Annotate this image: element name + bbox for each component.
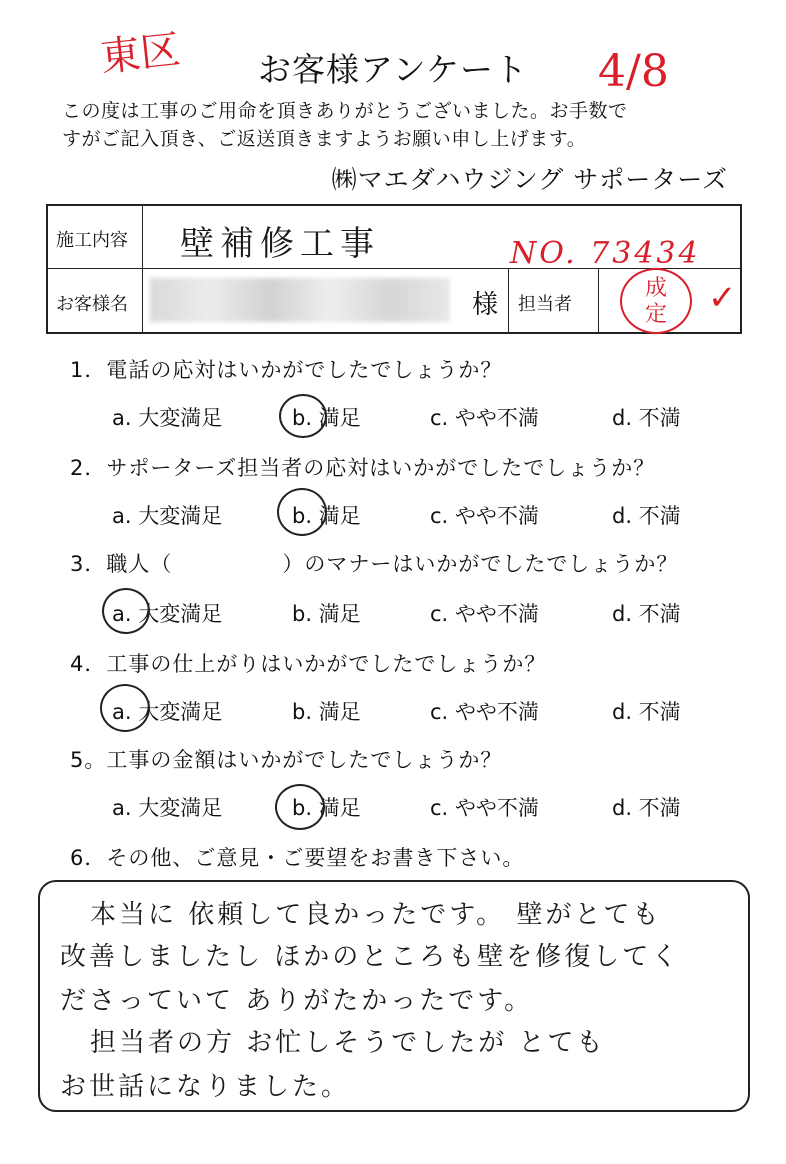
q1-option-c: c. やや不満 <box>430 406 539 430</box>
q4-option-b: b. 満足 <box>292 700 361 724</box>
comment-line-4: 担当者の方 お忙しそうでしたが とても <box>90 1028 606 1058</box>
staff-seal-stamp <box>620 268 692 334</box>
customer-honorific: 様 <box>472 290 499 320</box>
q5-option-b: b. 満足 <box>292 796 361 820</box>
area-handwritten-mark: 東区 <box>98 26 183 82</box>
comment-line-1: 本当に 依頼して良かったです。 壁がとても <box>90 900 662 930</box>
q4-option-c: c. やや不満 <box>430 700 539 724</box>
q2-option-c: c. やや不満 <box>430 504 539 528</box>
q4-answer-circle <box>100 684 150 732</box>
q3-option-b: b. 満足 <box>292 602 361 626</box>
q1-option-b: b. 満足 <box>292 406 361 430</box>
q3-answer-circle <box>102 588 150 634</box>
q3-option-c: c. やや不満 <box>430 602 539 626</box>
work-content-value: 壁補修工事 <box>180 224 380 264</box>
q1-answer-circle <box>279 394 327 438</box>
question-3: 3．職人（ ）のマナーはいかがでしたでしょうか？ <box>70 552 679 576</box>
order-number: NO. 73434 <box>510 236 701 271</box>
q4-option-d: d. 不満 <box>612 700 681 724</box>
question-6: 6．その他、ご意見・ご要望をお書き下さい。 <box>70 846 525 870</box>
work-content-label: 施工内容 <box>56 230 128 251</box>
table-column-divider <box>508 268 509 332</box>
q2-option-b: b. 満足 <box>292 504 361 528</box>
q4-option-a: a. 大変満足 <box>112 700 223 724</box>
q1-option-d: d. 不満 <box>612 406 681 430</box>
q3-option-d: d. 不満 <box>612 602 681 626</box>
redacted-customer-name <box>150 278 450 322</box>
comment-line-3: ださっていて ありがたかったです。 <box>60 986 534 1016</box>
check-mark: ✓ <box>708 278 737 318</box>
comment-line-2: 改善しましたし ほかのところも壁を修復してく <box>60 942 681 972</box>
question-2: 2．サポーターズ担当者の応対はいかがでしたでしょうか？ <box>70 456 656 480</box>
q3-option-a: a. 大変満足 <box>112 602 223 626</box>
table-column-divider <box>142 268 143 332</box>
table-column-divider <box>598 268 599 332</box>
company-name: ㈱マエダハウジング サポーターズ <box>331 165 728 194</box>
staff-label: 担当者 <box>518 294 572 315</box>
page-title: お客様アンケート <box>257 50 529 89</box>
q5-answer-circle <box>275 784 325 830</box>
stamp-char-1: 成 <box>644 276 667 301</box>
customer-name-label: お客様名 <box>56 294 128 315</box>
q5-option-a: a. 大変満足 <box>112 796 223 820</box>
q2-option-d: d. 不満 <box>612 504 681 528</box>
intro-line-2: すがご記入頂き、ご返送頂きますようお願い申し上げます。 <box>62 128 587 150</box>
q1-option-a: a. 大変満足 <box>112 406 223 430</box>
date-handwritten-mark: 4/8 <box>598 46 669 97</box>
comment-box <box>38 880 750 1112</box>
stamp-char-2: 定 <box>644 302 667 327</box>
q2-answer-circle <box>277 488 327 536</box>
q5-option-d: d. 不満 <box>612 796 681 820</box>
question-4: 4．工事の仕上がりはいかがでしたでしょうか？ <box>70 652 547 676</box>
q2-option-a: a. 大変満足 <box>112 504 223 528</box>
question-5: 5。工事の金額はいかがでしたでしょうか？ <box>70 748 503 772</box>
comment-line-5: お世話になりました。 <box>60 1072 351 1102</box>
intro-line-1: この度は工事のご用命を頂きありがとうございました。お手数で <box>62 100 628 122</box>
question-1: 1．電話の応対はいかがでしたでしょうか？ <box>70 358 503 382</box>
q5-option-c: c. やや不満 <box>430 796 539 820</box>
